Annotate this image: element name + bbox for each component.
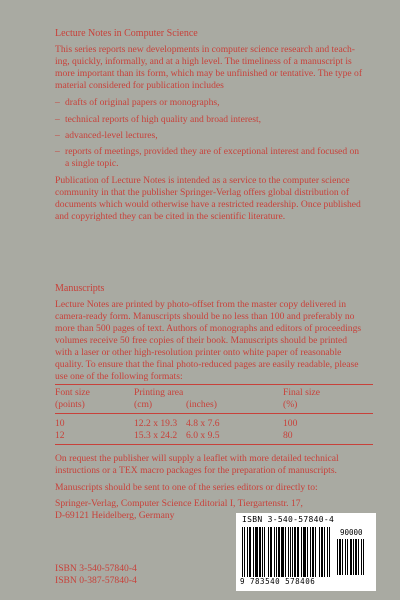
table-header-cell: (points) <box>55 398 85 410</box>
manuscripts-line: volumes receive 50 free copies of their book. Manuscripts should be printed <box>55 335 347 346</box>
send-to-text: Manuscripts should be sent to one of the series editors or directly to: <box>55 482 318 493</box>
table-cell: 15.3 x 24.2 <box>134 429 178 441</box>
manuscripts-line: with a laser or other high-resolution printer onto white paper of reasonable <box>55 347 342 358</box>
barcode-bar <box>292 527 293 577</box>
request-line: instructions or a TEX macro packages for the preparation of manuscripts. <box>55 465 337 476</box>
table-header-row <box>55 387 363 399</box>
manuscripts-line: use one of the following formats: <box>55 371 183 382</box>
manuscripts-heading: Manuscripts <box>55 283 105 294</box>
table-cell: 10 <box>55 418 65 429</box>
intro-line: material considered for publication includes <box>55 80 224 91</box>
barcode-bars-icon <box>242 527 334 577</box>
manuscripts-line: camera-ready form. Manuscripts should be no less than 100 and preferably no <box>55 311 355 322</box>
manuscripts-line: more than 500 pages of text. Authors of monographs and editors of proceedings <box>55 323 362 334</box>
table-row <box>55 418 363 430</box>
list-dash: – <box>55 130 60 141</box>
intro-line: more important than its form, which may be unfinished or tentative. The type of <box>55 68 363 79</box>
barcode-bar <box>329 527 330 577</box>
barcode-bar <box>288 527 289 577</box>
barcode-bar <box>262 527 263 577</box>
barcode-bar <box>342 539 343 575</box>
table-header-row <box>55 399 363 411</box>
table-top-rule <box>55 384 373 385</box>
table-header-cell: Font size <box>55 387 90 398</box>
format-table <box>55 387 363 410</box>
intro-line: This series reports new developments in computer science research and teach- <box>55 44 355 55</box>
barcode-bar <box>353 539 354 575</box>
list-dash: – <box>55 97 60 108</box>
barcode-bar <box>312 527 314 577</box>
list-item-text: reports of meetings, provided they are of exceptional interest and focused on <box>65 146 360 157</box>
barcode-bar <box>347 539 348 575</box>
barcode-bar <box>278 527 280 577</box>
table-cell: 12 <box>55 429 65 441</box>
barcode-bar <box>358 539 359 575</box>
barcode-bar <box>315 527 316 577</box>
list-item <box>55 97 373 109</box>
table-header-cell: (%) <box>283 398 298 410</box>
barcode-bar <box>310 527 311 577</box>
manuscripts-line: quality. To ensure that the final photo-reduced pages are easily readable, please <box>55 359 359 370</box>
table-header-cell: (cm) <box>134 398 153 410</box>
table-cell: 6.0 x 9.5 <box>186 429 220 441</box>
barcode-bar <box>337 539 338 575</box>
barcode-bar <box>303 527 306 577</box>
table-header-cell: Printing area <box>134 387 184 398</box>
list-dash: – <box>55 114 60 125</box>
request-line: On request the publisher will supply a leaflet with more detailed technical <box>55 453 339 464</box>
list-item-text: drafts of original papers or monographs, <box>65 97 220 108</box>
format-table-body <box>55 418 363 441</box>
list-item <box>55 146 373 158</box>
list-item <box>55 130 373 142</box>
publication-line: and copyrighted they can be cited in the scientific literature. <box>55 211 286 222</box>
barcode-bar <box>363 539 364 575</box>
barcode-bar <box>350 539 352 575</box>
barcode-bar <box>294 527 296 577</box>
list-item <box>55 114 373 126</box>
barcode-bar <box>339 539 341 575</box>
barcode-bar <box>253 527 254 577</box>
list-item-continuation: a single topic. <box>65 158 119 169</box>
barcode-bar <box>270 527 272 577</box>
barcode-bar <box>301 527 302 577</box>
barcode-bar <box>345 539 346 575</box>
publication-line: documents which would otherwise have a restricted readership. Once published <box>55 199 361 210</box>
barcode-bar <box>268 527 269 577</box>
barcode-addon-bars-icon <box>337 539 371 575</box>
barcode-bar <box>355 539 357 575</box>
barcode-isbn-label: ISBN 3-540-57840-4 <box>242 515 335 524</box>
address-line: D-69121 Heidelberg, Germany <box>55 510 175 521</box>
isbn-line: ISBN 0-387-57840-4 <box>55 575 137 586</box>
barcode-addon-digits: 90000 <box>340 528 363 537</box>
barcode-bar <box>361 539 362 575</box>
barcode-bar <box>244 527 245 577</box>
list-item-text: advanced-level lectures, <box>65 130 158 141</box>
table-cell: 4.8 x 7.6 <box>186 418 220 429</box>
isbn-line: ISBN 3-540-57840-4 <box>55 563 137 574</box>
barcode-bar <box>274 527 275 577</box>
intro-line: ing, quickly, informally, and at a high level. The timeliness of a manuscript is <box>55 56 352 67</box>
barcode-bar <box>327 527 328 577</box>
table-header-cell: (inches) <box>186 398 217 410</box>
address-line: Springer-Verlag, Computer Science Editorial I, Tiergartenstr. 17, <box>55 498 303 509</box>
table-cell: 12.2 x 19.3 <box>134 418 178 429</box>
series-title: Lecture Notes in Computer Science <box>55 28 198 39</box>
barcode-bar <box>290 527 291 577</box>
barcode-bar <box>249 527 251 577</box>
barcode-bar <box>247 527 248 577</box>
manuscripts-line: Lecture Notes are printed by photo-offset from the master copy delivered in <box>55 299 346 310</box>
barcode-bar <box>324 527 325 577</box>
barcode-bar <box>321 527 323 577</box>
barcode-bar <box>242 527 243 577</box>
publication-line: community in that the publisher Springer-Verlag offers global distribution of <box>55 187 350 198</box>
barcode-bar <box>297 527 299 577</box>
barcode-bar <box>307 527 308 577</box>
table-bottom-rule <box>55 444 373 445</box>
table-header-cell: Final size <box>283 387 321 398</box>
table-cell: 80 <box>283 429 293 441</box>
barcode-bar <box>259 527 261 577</box>
barcode-bar <box>255 527 258 577</box>
table-cell: 100 <box>283 418 298 429</box>
barcode-bar <box>276 527 277 577</box>
barcode-bar <box>285 527 286 577</box>
barcode-bar <box>319 527 320 577</box>
barcode <box>236 513 376 591</box>
barcode-bar <box>281 527 284 577</box>
publication-line: Publication of Lecture Notes is intended as a service to the computer science <box>55 175 350 186</box>
table-mid-rule <box>55 413 373 414</box>
barcode-ean-digits: 9 783540 578406 <box>240 577 316 586</box>
list-dash: – <box>55 146 60 157</box>
table-row <box>55 430 363 442</box>
list-item-text: technical reports of high quality and broad interest, <box>65 114 262 125</box>
barcode-bar <box>264 527 265 577</box>
